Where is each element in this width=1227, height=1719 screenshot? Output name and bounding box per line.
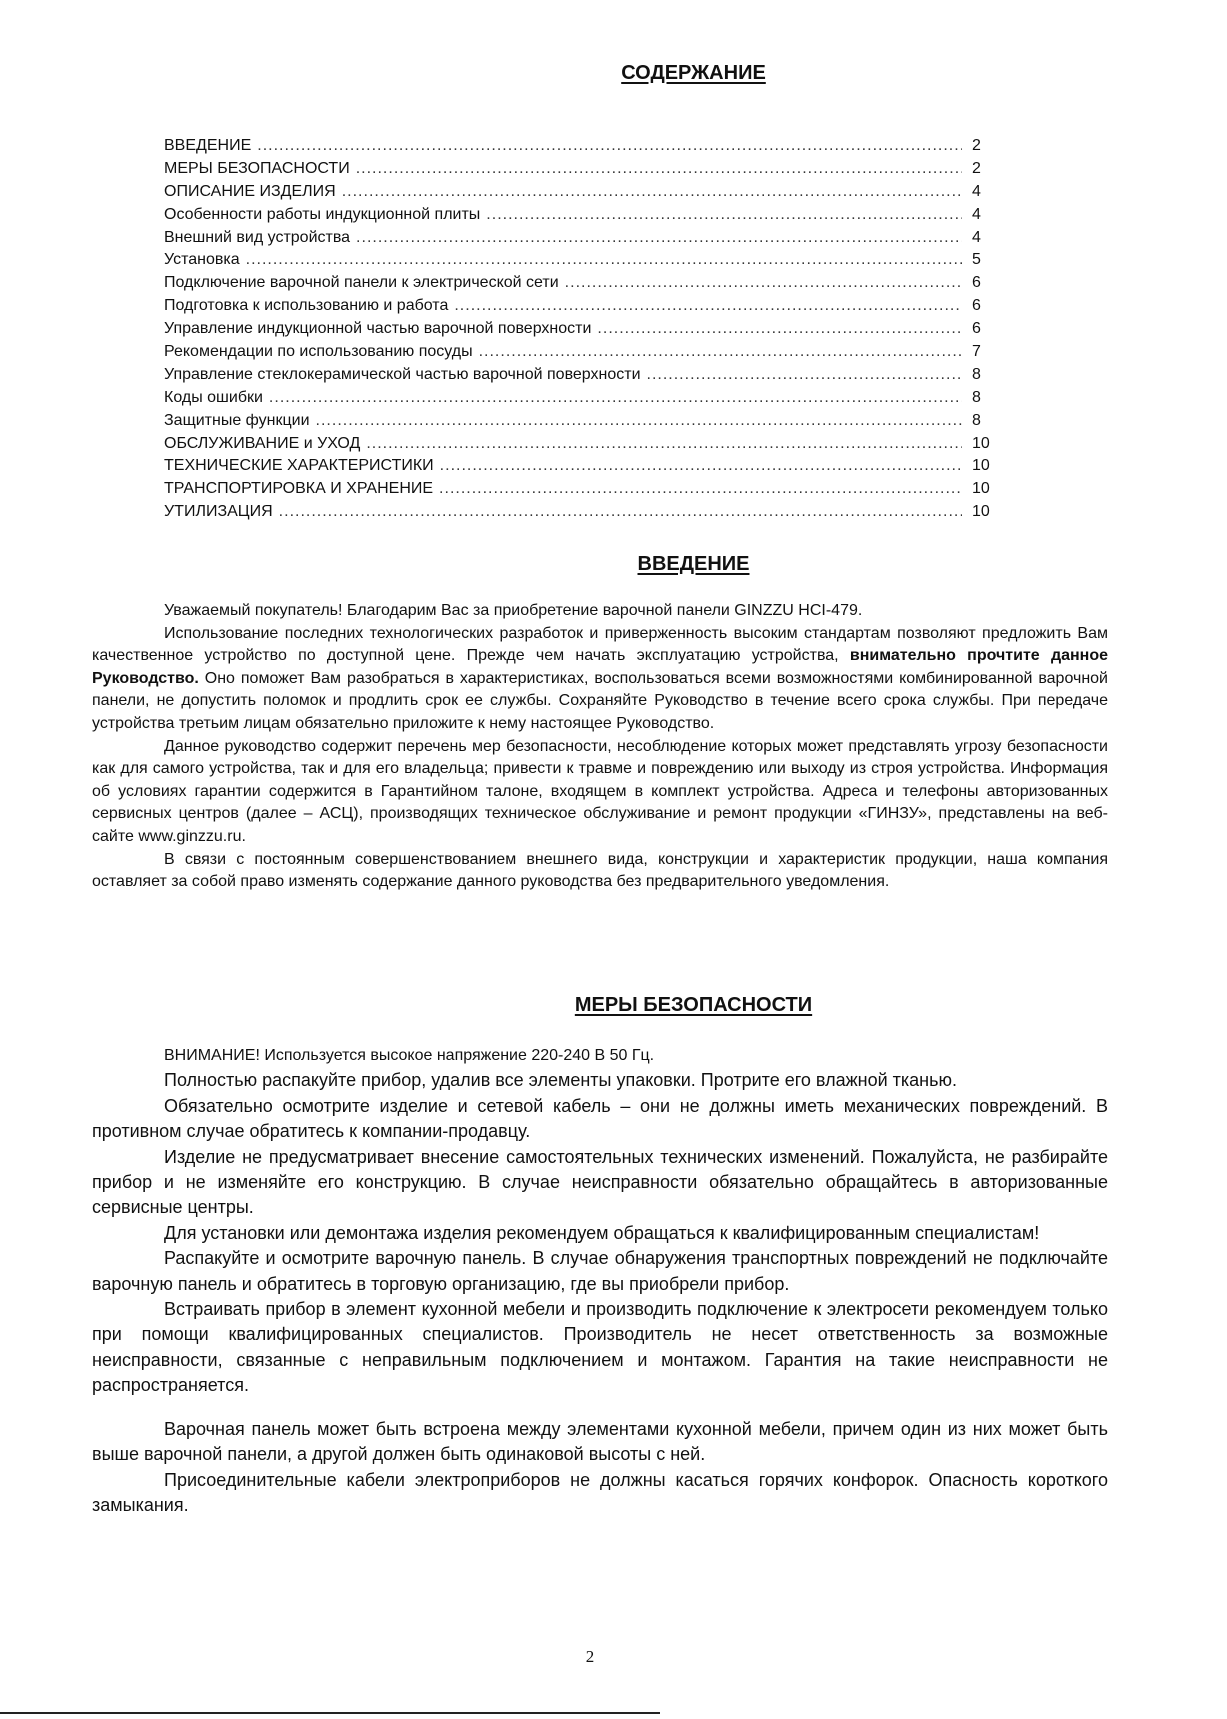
toc-entry[interactable]	[164, 158, 1006, 181]
toc-entry-page: 6	[972, 274, 981, 292]
toc-leader-dots	[257, 135, 962, 158]
toc-leader-dots	[269, 387, 962, 410]
toc-entry-page: 7	[972, 343, 981, 361]
safety-paragraph: Изделие не предусматривает внесение самостоятельных технических изменений. Пожалуйста, не разбирайте прибор и не изменяйте его конструкцию. В случае неисправности обязательно обращайтесь в авторизованные сервисные центры.	[92, 1146, 1108, 1218]
toc-entry-page: 4	[972, 182, 981, 200]
toc-entry-label: ВВЕДЕНИЕ	[164, 137, 252, 154]
toc-entry[interactable]	[164, 295, 1006, 318]
toc-entry-label: Подготовка к использованию и работа	[164, 297, 449, 315]
toc-entry[interactable]	[164, 433, 1006, 456]
toc-entry-page: 4	[972, 205, 981, 223]
toc-entry-page: 2	[972, 159, 981, 177]
toc-entry-label: ТРАНСПОРТИРОВКА И ХРАНЕНИЕ	[164, 480, 434, 498]
toc-heading: СОДЕРЖАНИЕ	[621, 62, 766, 84]
safety-warning: ВНИМАНИЕ! Используется высокое напряжение 220-240 В 50 Гц.	[164, 1047, 655, 1064]
toc-entry-page: 10	[972, 434, 990, 452]
safety-paragraph: Для установки или демонтажа изделия рекомендуем обращаться к квалифицированным специалистам!	[164, 1222, 1040, 1243]
toc-entry-page: 4	[972, 228, 981, 246]
toc-entry[interactable]	[164, 204, 1006, 227]
safety-paragraph: Встраивать прибор в элемент кухонной мебели и производить подключение к электросети рекомендуем только при помощи квалифицированных специалистов. Производитель не несет ответственность за возможные неисправности, связанные с неправильным подключением и монтажом. Гарантия на такие неисправности не распространяется.	[92, 1299, 1108, 1396]
toc-entry-label: Подключение варочной панели к электрической сети	[164, 274, 559, 292]
intro-paragraph: Данное руководство содержит перечень мер безопасности, несоблюдение которых может представлять угрозу безопасности как для самого устройства, так и для его владельца; привести к травме и повреждению или выходу из строя устройства. Информация об условиях гарантии содержится в Гарантийном талоне, входящем в комплект устройства. Адреса и телефоны авторизованных сервисных центров (далее – АСЦ), производящих техническое обслуживание и ремонт продукции «ГИНЗУ», представлены на веб-сайте www.ginzzu.ru.	[92, 737, 1108, 845]
toc-entry-page: 8	[972, 388, 981, 406]
safety-section	[92, 1043, 1108, 1518]
toc-leader-dots	[440, 455, 962, 478]
toc-leader-dots	[486, 204, 962, 227]
toc-leader-dots	[246, 249, 962, 272]
toc-entry-label: Установка	[164, 251, 240, 269]
toc-entry-page: 5	[972, 251, 981, 269]
toc-entry-page: 8	[972, 411, 981, 429]
safety-paragraph: Варочная панель может быть встроена между элементами кухонной мебели, причем один из них может быть выше варочной панели, а другой должен быть одинаковой высоты с ней.	[92, 1418, 1108, 1465]
toc-leader-dots	[316, 410, 962, 433]
toc-entry-label: Коды ошибки	[164, 388, 263, 406]
safety-paragraph: Распакуйте и осмотрите варочную панель. В случае обнаружения транспортных повреждений не подключайте варочную панель и обратитесь в торговую организацию, где вы приобрели прибор.	[92, 1248, 1108, 1294]
toc-leader-dots	[597, 318, 962, 341]
intro-text: Оно поможет Вам разобраться в характеристиках, воспользоваться всеми возможностями комбинированной варочной панели, не допустить поломок и продлить срок ее службы. Сохраняйте Руководство в течение всего срока службы. При передаче устройства третьим лицам обязательно приложите к нему настоящее Руководство.	[92, 669, 1108, 732]
safety-paragraph: Полностью распакуйте прибор, удалив все элементы упаковки. Протрите его влажной тканью.	[164, 1070, 957, 1091]
toc-entry-page: 6	[972, 297, 981, 315]
toc-entry[interactable]	[164, 272, 1006, 295]
toc-entry-label: ОБСЛУЖИВАНИЕ и УХОД	[164, 434, 361, 452]
toc-leader-dots	[479, 341, 962, 364]
toc-entry[interactable]	[164, 455, 1006, 478]
toc-entry[interactable]	[164, 478, 1006, 501]
safety-paragraph: Присоединительные кабели электроприборов не должны касаться горячих конфорок. Опасность короткого замыкания.	[92, 1469, 1108, 1515]
toc-entry[interactable]	[164, 318, 1006, 341]
toc-entry-page: 8	[972, 365, 981, 383]
toc-entry-label: Управление индукционной частью варочной поверхности	[164, 320, 592, 338]
safety-paragraph: Обязательно осмотрите изделие и сетевой кабель – они не должны иметь механических повреждений. В противном случае обратитесь к компании-продавцу.	[92, 1095, 1108, 1142]
toc-entry[interactable]	[164, 227, 1006, 250]
toc-entry[interactable]	[164, 501, 1006, 524]
toc-entry[interactable]	[164, 249, 1006, 272]
intro-bold-text: внимательно прочтите данное Руководство.	[92, 647, 1109, 687]
toc-leader-dots	[565, 272, 962, 295]
toc-entry-label: Защитные функции	[164, 411, 310, 429]
toc-entry-page: 6	[972, 320, 981, 338]
intro-paragraph	[92, 623, 1108, 736]
toc-entry-label: Управление стеклокерамической частью варочной поверхности	[164, 365, 641, 383]
intro-section	[92, 600, 1108, 894]
intro-paragraph: В связи с постоянным совершенствованием внешнего вида, конструкции и характеристик продукции, наша компания оставляет за собой право изменять содержание данного руководства без предварительного уведомления.	[92, 850, 1108, 891]
toc-entry-label: МЕРЫ БЕЗОПАСНОСТИ	[164, 159, 350, 177]
toc-entry[interactable]	[164, 181, 1006, 204]
toc-entry-label: Внешний вид устройства	[164, 228, 351, 246]
intro-paragraph: Уважаемый покупатель! Благодарим Вас за приобретение варочной панели GINZZU HCI-479.	[164, 602, 863, 619]
intro-heading: ВВЕДЕНИЕ	[637, 553, 750, 575]
intro-text: Использование последних технологических разработок и приверженность высоким стандартам позволяют предложить Вам качественное устройство по доступной цене. Прежде чем начать эксплуатацию устройства,	[92, 624, 1108, 665]
scan-edge-line	[0, 1712, 660, 1714]
toc-entry[interactable]	[164, 341, 1006, 364]
toc-leader-dots	[454, 295, 962, 318]
toc-leader-dots	[366, 433, 962, 456]
toc-leader-dots	[647, 364, 963, 387]
toc-entry-label: ОПИСАНИЕ ИЗДЕЛИЯ	[164, 182, 336, 200]
toc-entry-label: Рекомендации по использованию посуды	[164, 343, 473, 361]
toc-entry[interactable]	[164, 387, 1006, 410]
toc-leader-dots	[342, 181, 962, 204]
toc-leader-dots	[439, 478, 962, 501]
toc-leader-dots	[356, 227, 962, 250]
safety-heading: МЕРЫ БЕЗОПАСНОСТИ	[574, 994, 813, 1016]
page-number: 2	[585, 1647, 595, 1666]
toc-leader-dots	[279, 501, 962, 524]
toc-entry[interactable]	[164, 364, 1006, 387]
toc-entry-page: 10	[972, 503, 990, 521]
toc-entry-label: Особенности работы индукционной плиты	[164, 205, 481, 223]
toc-entry-label: УТИЛИЗАЦИЯ	[164, 503, 273, 521]
toc-entry-page: 10	[972, 457, 990, 475]
toc-entry[interactable]	[164, 410, 1006, 433]
table-of-contents	[164, 135, 1006, 524]
toc-leader-dots	[356, 158, 962, 181]
toc-entry-page: 10	[972, 480, 990, 498]
toc-entry[interactable]	[164, 135, 1006, 158]
toc-entry-label: ТЕХНИЧЕСКИЕ ХАРАКТЕРИСТИКИ	[164, 457, 434, 475]
toc-entry-page: 2	[972, 137, 981, 154]
